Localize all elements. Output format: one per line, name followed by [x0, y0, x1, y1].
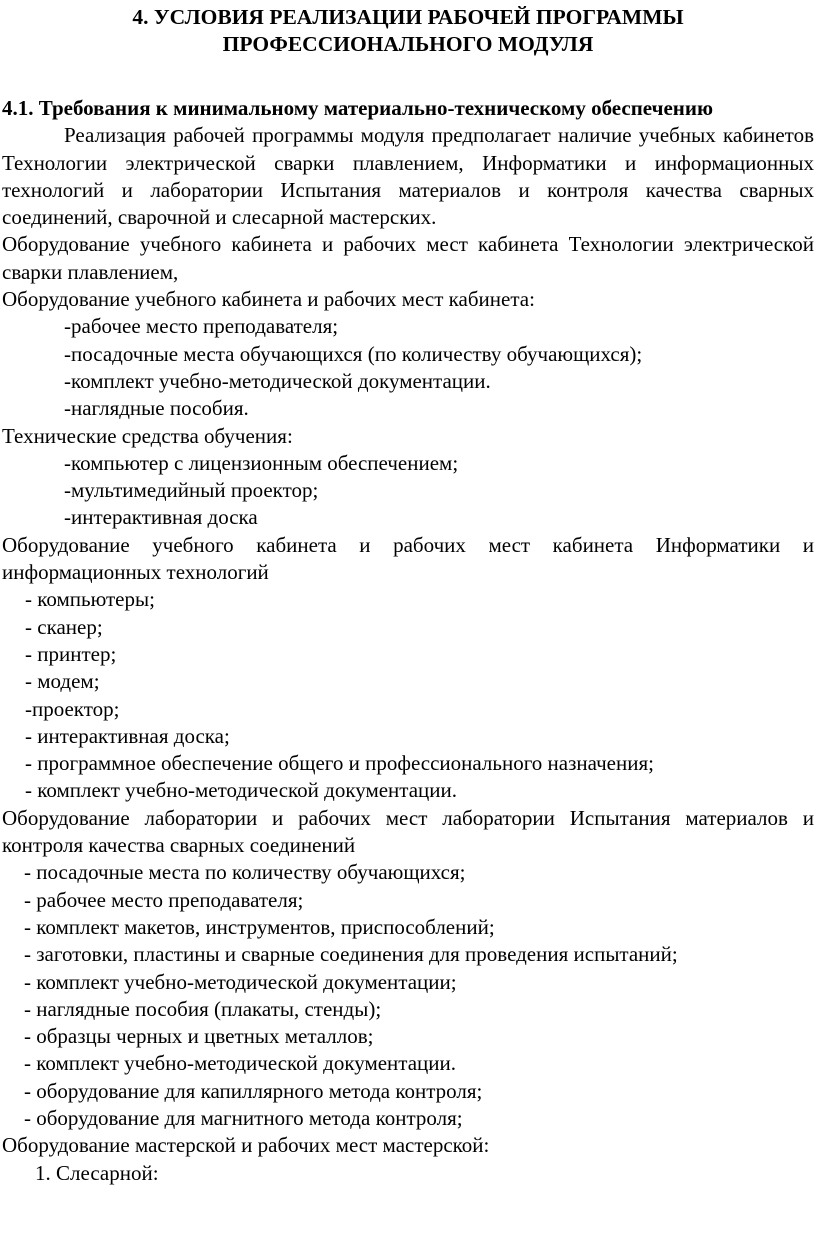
list-item: -проектор;	[25, 696, 120, 721]
list-item: - комплект учебно-методической документации.	[25, 778, 458, 803]
cabinet-equipment-heading: Оборудование учебного кабинета и рабочих мест кабинета:	[2, 287, 535, 312]
list-item: -мультимедийный проектор;	[64, 478, 319, 503]
workshop-heading: Оборудование мастерской и рабочих мест мастерской:	[2, 1133, 490, 1158]
tech-cabinet-paragraph: Оборудование учебного кабинета и рабочих мест кабинета Технологии электрической сварки плавлением,	[2, 232, 814, 284]
list-item: - модем;	[25, 669, 100, 694]
list-item: - оборудование для магнитного метода контроля;	[24, 1105, 463, 1130]
list-item: - наглядные пособия (плакаты, стенды);	[24, 996, 382, 1021]
lab-heading: Оборудование лаборатории и рабочих мест лаборатории Испытания материалов и контроля качества сварных соединений	[2, 805, 814, 858]
list-item: - комплект макетов, инструментов, приспособлений;	[24, 914, 495, 939]
informatics-heading: Оборудование учебного кабинета и рабочих мест кабинета Информатики и информационных технологий	[2, 532, 814, 585]
list-item: - сканер;	[25, 614, 103, 639]
list-item: - принтер;	[25, 641, 117, 666]
technical-means-heading: Технические средства обучения:	[2, 423, 293, 448]
list-item: - комплект учебно-методической документации.	[24, 1051, 457, 1076]
list-item: - заготовки, пластины и сварные соединения для проведения испытаний;	[24, 942, 678, 967]
list-item: -комплект учебно-методической документации.	[64, 368, 491, 393]
list-item: - компьютеры;	[25, 587, 155, 612]
title-line-1: 4. УСЛОВИЯ РЕАЛИЗАЦИИ РАБОЧЕЙ ПРОГРАММЫ	[132, 5, 684, 29]
list-item: -интерактивная доска	[64, 505, 258, 530]
list-item: - посадочные места по количеству обучающихся;	[24, 860, 466, 885]
list-item: -посадочные места обучающихся (по количеству обучающихся);	[64, 341, 643, 366]
list-item: -наглядные пособия.	[64, 396, 249, 421]
list-item: -компьютер с лицензионным обеспечением;	[64, 450, 459, 475]
list-item: - программное обеспечение общего и профессионального назначения;	[25, 751, 654, 776]
page-title	[0, 0, 816, 58]
list-item: -рабочее место преподавателя;	[64, 314, 339, 339]
list-item: - оборудование для капиллярного метода контроля;	[24, 1078, 483, 1103]
numbered-item: 1. Слесарной:	[35, 1160, 159, 1185]
intro-paragraph: Реализация рабочей программы модуля предполагает наличие учебных кабинетов Технологии электрической сварки плавлением, Информатики и информационных технологий и лаборатории Испытания материалов и контроля качества сварных соединений, сварочной и слесарной мастерских.	[2, 123, 814, 230]
list-item: - рабочее место преподавателя;	[24, 887, 304, 912]
list-item: - образцы черных и цветных металлов;	[24, 1024, 374, 1049]
title-line-2: ПРОФЕССИОНАЛЬНОГО МОДУЛЯ	[222, 32, 594, 56]
section-heading: 4.1. Требования к минимальному материально-техническому обеспечению	[2, 96, 714, 120]
list-item: - комплект учебно-методической документации;	[24, 969, 457, 994]
list-item: - интерактивная доска;	[25, 723, 230, 748]
section-body	[0, 122, 816, 1187]
